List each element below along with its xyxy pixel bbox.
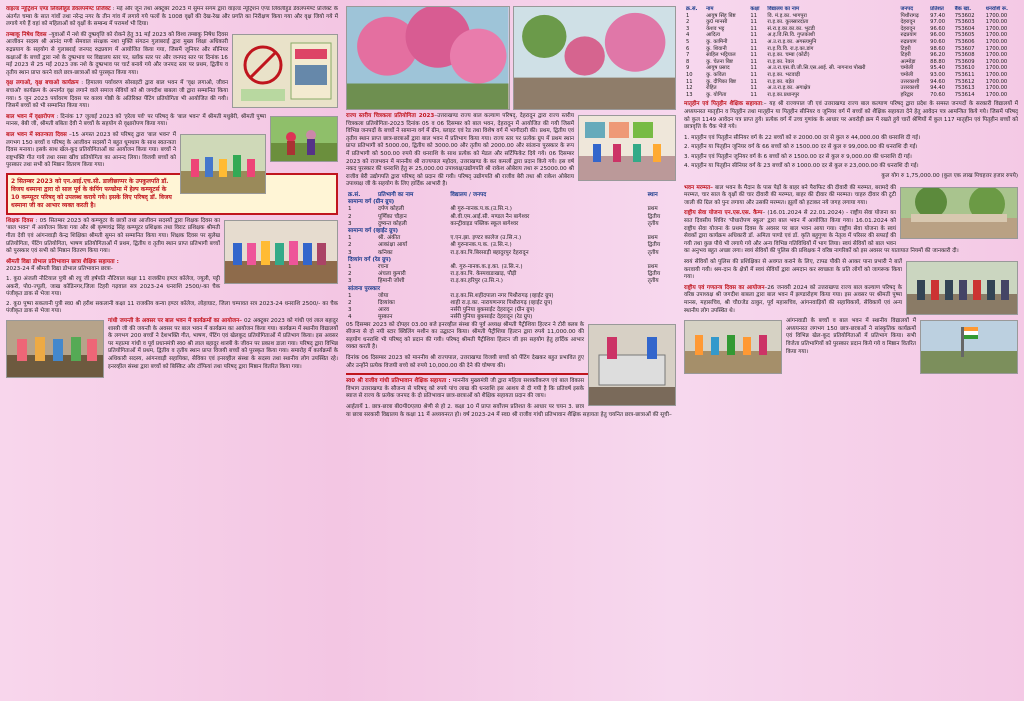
table-row (684, 72, 1018, 79)
cell-name: आरव (378, 307, 390, 314)
cell-school: रा.इ.का.सि.शहीदपाला नगर पिथौरागढ़ (व्हाईट ग्रुप) (450, 292, 554, 299)
cell-amt: 1700.00 (985, 19, 1008, 26)
cell-name: साहिल भट्टियाल (706, 52, 736, 59)
cell-school: वि. मं.इ.का. भागपुरा (767, 12, 807, 19)
cell-amt: 1700.00 (985, 91, 1008, 98)
art-competition-title: राज्य स्तरीय चित्रकला प्रतियोगिता 2023 (346, 113, 435, 119)
cell-pct: 96.60 (930, 25, 946, 32)
cell-sn: 9 (686, 65, 690, 72)
republic-day-photo-1 (684, 320, 782, 374)
cell-pct: 90.60 (930, 38, 946, 45)
teachers-day-title: शिक्षक दिवस (6, 217, 34, 224)
cell-name: आदित्य (706, 32, 721, 39)
cell-place (646, 314, 676, 321)
cell-pct: 94.40 (930, 85, 946, 92)
table-row (684, 79, 1018, 86)
list-item: 4. मातृहीन या पितृहीन सीनियर वर्ग के 23 बच्चों को रु 1000.00 दर से कुल रु 23,000.00 की धनराशि दी गई। (684, 163, 919, 170)
cell-sn: 7 (686, 52, 690, 59)
col-header-district: जनपद (900, 6, 913, 12)
cell-place: तृतीय (647, 278, 659, 285)
cell-sn: 13 (686, 91, 693, 98)
cell-school: कान्ट्रीवाइड पब्लिक स्कूल बागेश्वर (450, 220, 519, 227)
cell-school: रा.इ.वि.वि. रा.इ.का.डांग (767, 45, 814, 52)
cell-district: रुद्रप्रयाग (900, 38, 917, 45)
table-row (684, 92, 1018, 99)
winners-group-title: दिव्यांग वर्ग (रेड ग्रुप) (348, 256, 392, 263)
cell-cls: 11 (750, 91, 758, 98)
wild-nutrition-title: वाइल्ड न्यूट्रिशन एण्ड लिवलीहुड डेवलपमेण्ट प्रोजेक्ट (6, 6, 111, 12)
cell-district: टिहरी (900, 45, 911, 52)
students-body (684, 13, 1018, 99)
cell-sn: 4 (686, 32, 690, 39)
cell-cls: 11 (750, 12, 758, 19)
tobacco-poster-photo (232, 34, 338, 108)
independence-day-text: –15 अगस्त 2023 को परिषद् द्वारा 'बाल भवन' में लगभग 150 बच्चों व परिषद् के आजीवन सदस्यों ने बहुत धूमधाम के साथ स्वतन्त्रता दिवस मनाया। इसके साथ खेल-कूद प्रतियोगिताओं का आयोजन किया गया। बच्चों ने राष्ट्रभक्ति गीत गाये तथा रस्सा खींच प्रतियोगिता का आनन्द लिया। विजयी बच्चों को पुरस्कार तथा सभी को मिष्ठान वितरण किया गया। (6, 131, 177, 169)
cell-district: टिहरी (900, 52, 911, 59)
table-row (346, 206, 676, 213)
cell-place: द्वितीय (647, 213, 661, 220)
cell-amt: 1700.00 (985, 52, 1008, 59)
table-row (346, 242, 676, 249)
table-row (346, 314, 676, 321)
cell-name: श्री. अंकीत (378, 235, 401, 242)
cell-sn: 1 (348, 235, 352, 242)
art-competition-text: –उत्तराखण्ड राज्य बाल कल्याण परिषद्, देहरादून द्वारा राज्य स्तरीय चित्रकला प्रतियोगिता-2023 दिनांक 05 व 06 दिसम्बर को बाल भवन, देहरादून में आयोजित की गयी जिसमें विभिन्न जनपदों के बच्चों ने सामान्य वर्ग में ग्रीन, ब्लाइट एवं रेड तथा विशेष वर्ग में भागीदारी की। प्रथम, द्वितीय एवं तृतीय स्थान प्राप्त छात्र-छात्राओं द्वारा बाल भवन में प्रतिभाग किया गया। राज्य स्तर पर प्रत्येक ग्रुप में प्रथम स्थान प्राप्त प्रतिभागी को 5000.00, द्वितीय को 3000.00 और तृतीय को 2000.00 और सांत्वना पुरस्कार के रूप में प्रतिभागी को 500.00 रुपये की धनराशि के साथ प्रत्येक को मेडल और सर्टिफिकेट दिये गये। 06 दिसम्बर 2023 को राजभवन में माननीय श्री राज्यपाल महोदय, उत्तराखण्ड के कर कमलों द्वारा प्रदान किये गये। इस वर्ष नकद पुरस्कार की धनराशि हेतु रू 25,000.00 उपाध्यक्ष/उद्योगपति श्री राकेश ओबेराय तथा रू 25000.00 श्री राजीव बेरी उद्योगपति द्वारा परिषद् को प्रदान की गयी। परिषद् उद्योगपति श्री राजीव बेरी तथा श्री राकेश ओबेराय उपाध्यक्ष जी के सहयोग के लिए हार्दिक आभारी है। (346, 113, 574, 188)
cell-amt: 1700.00 (985, 58, 1008, 65)
winners-group-title: सामान्य वर्ग (ग्रीन ग्रुप) (348, 199, 395, 206)
left-column (6, 6, 338, 695)
cell-name: रचना (378, 263, 389, 270)
cell-district: उत्तरकाशी (900, 85, 920, 92)
cell-school: अ.इ.वि.सि.वि. गुप्तकाशी (767, 32, 815, 39)
cell-school: रा.इ.का. रेवल (767, 58, 794, 65)
cell-sn: 2 (348, 242, 352, 249)
cell-amt: 1700.00 (985, 12, 1008, 19)
table-row (684, 26, 1018, 33)
table-row (346, 293, 676, 300)
cell-cls: 11 (750, 19, 758, 26)
merit-total: कुल योग रु 1,75,000.00 (कुल एक लाख पिचहत्तर हजार रुपये) (881, 173, 1018, 180)
cell-amt: 1700.00 (985, 78, 1008, 85)
cell-sn: 6 (686, 45, 690, 52)
teachers-day-text: : 05 सितम्बर 2023 को कम्प्यूटर के छात्रों तथा आजीवन सदस्यों द्वारा शिक्षक दिवस का 'बाल भवन' में आयोजन किया गया और श्री कृष्णचंद्र सिंह कम्प्यूटर प्रशिक्षक तथा विराट प्रशिक्षक श्रीमती गीता देवी एवं आंगनवाड़ी केन्द्र शिक्षिका श्रीमती सुमन को सम्मानित किया गया। शिक्षक दिवस पर सुलेख प्रतियोगिता, पेंटिंग प्रतियोगिता, भाषण प्रतियोगिताओं में प्रथम, द्वितीय व तृतीय स्थान प्राप्त प्रतिभागी बच्चों को पुरस्कार एवं सभी को मिष्ठान वितरण किया गया। (6, 217, 220, 255)
cell-district: रुद्रप्रयाग (900, 32, 917, 39)
merit-list (684, 135, 1018, 171)
cell-name: कु. चेतना बिष्ट (706, 58, 733, 65)
cell-pct: 94.60 (930, 78, 946, 85)
cell-bank: 753604 (954, 25, 975, 32)
independence-day-photo (180, 134, 266, 194)
cell-sn: 1 (348, 292, 352, 299)
cell-cls: 11 (750, 45, 758, 52)
cell-pct: 70.60 (930, 91, 946, 98)
cell-school: सं.रा.इ.का.का.का. भुटडी (767, 25, 815, 32)
cell-cls: 11 (750, 78, 758, 85)
nss-text: – (16.01.2024 से 22.01.2024) - राष्ट्रीय सेवा योजना का सात दिवसीय शिविर 'पौधारोपण स्कूल' द्वारा बाल भवन में आयोजित किया गया। 16.01.2024 को राष्ट्रीय सेवा योजना के प्रथम दिवस के अवसर पर बाल भवन आया गया। राष्ट्रीय सेवा योजना के स्वयं सेवकों द्वारा कार्यक्रम अधिकारी डॉ. अमिता पाण्डे एवं डॉ. कृति बहुगुणा के नेतृत्व में परिसर की सफाई की गयी तथा कुछ पौधे भी लगाये गये और अन्य विभिन्न गतिविधियों में भाग लिया। स्वयं सेवियों को बाल भवन का अनुभव बहुत अच्छा लगा। स्वयं सेवियों की पुलिस की प्रशिक्षक ने वरिष्ठ नागरिकों को इस अवसर पर यातायात नियमों की जानकारी दी। (684, 210, 959, 255)
col-header-bank: बैंक खा. (954, 6, 972, 12)
cell-school: रा.इ.का.पि.बिरसाड़ी बहादुरपुर देहरादून (450, 249, 529, 256)
cell-sn: 12 (686, 85, 693, 92)
cell-place: तृतीय (647, 220, 659, 227)
cell-sn: 2 (348, 213, 352, 220)
col-header-sn: क्र.सं. (686, 6, 698, 12)
cell-place: तृतीय (647, 249, 659, 256)
cell-place: द्वितीय (647, 271, 661, 278)
cell-sn: 1 (348, 263, 352, 270)
cell-place (646, 293, 676, 300)
cell-sn: 3 (348, 220, 352, 227)
cell-bank: 753613 (954, 85, 975, 92)
cell-name: मुस्कान (378, 314, 393, 321)
table-row (346, 221, 676, 228)
cell-name: दुष्यन्त कोहली (378, 220, 407, 227)
governor-para: दिनांक 06 दिसम्बर 2023 को माननीय श्री राज्यपाल, उत्तराखण्ड विजयी बच्चों को पेंटिंग देखकर बहुत प्रभावित हुए और उन्होंने प्रत्येक विजयी बच्चे को रुपये 10,000.00 की देने की घोषणा की। (346, 354, 584, 369)
cell-sn: 1 (686, 12, 690, 19)
nss-camp-photo (906, 261, 1018, 315)
cell-amt: 1700.00 (985, 38, 1008, 45)
garden-photo (513, 6, 677, 110)
col-header-school: विद्यालय का नाम (767, 6, 800, 12)
cell-name: अंचला कुमारी (378, 271, 406, 278)
rajiv-gandhi-title: स्व0 श्री राजीव गांधी प्रतिभावान शैक्षिक सहायता : (346, 378, 451, 385)
col-header-school: विद्यालय / जनपद (450, 191, 487, 198)
cell-bank: 753614 (954, 91, 975, 98)
cell-name: कु. कामिनी (706, 38, 728, 45)
cell-pct: 98.60 (930, 45, 946, 52)
cell-name: कु0 मानसी (706, 19, 728, 26)
cell-sn: 11 (686, 78, 693, 85)
teachers-day-photo (224, 220, 338, 284)
cell-district: चमोली (900, 65, 914, 72)
table-row (684, 13, 1018, 20)
building-repair-photo (900, 187, 1018, 239)
winners-body (346, 199, 676, 321)
cell-school: रा.इ.का. भटवाड़ी (767, 71, 800, 78)
quilling-machine-photo (588, 324, 676, 406)
winners-group-title: सामान्य वर्ग (व्हाईट ग्रुप) (348, 227, 399, 234)
cell-name: आकांक्षा आर्या (378, 242, 408, 249)
cell-amt: 1700.00 (985, 45, 1008, 52)
cell-place: प्रथम (647, 235, 658, 242)
gandhi-jayanti-title: गांधी जयन्ती के अवसर पर बाल भवन में कार्यक्रमों का आयोजन– (108, 318, 242, 324)
cell-name: दिव्यांका (378, 299, 395, 306)
cell-place (646, 300, 676, 307)
table-row (684, 52, 1018, 59)
cell-pct: 88.80 (930, 58, 946, 65)
computer-donation-notice: 2 सितम्बर 2023 को एन.आई.एच.सी. डालीछाप्पर के उपकुलपति डॉ. विजय धस्माना द्वारा दो साल पूर्व के कंपिंग फण्डोमा में हेल्प कम्प्यूटर्स के 10 कम्प्यूटर परिषद् को उपलब्ध कराये गये। इसके लिए परिषद् डॉ. विजय धस्माना जी का आभार व्यक्त करती है। (6, 173, 338, 215)
cell-district: हरिद्वार (900, 91, 914, 98)
list-item: 2. मातृहीन या पितृहीन जूनियर वर्ग के 66 बच्चों को रु 1500.00 दर से कुल रु 99,000.00 की धनराशि दी गई। (684, 144, 918, 151)
cell-cls: 11 (750, 65, 758, 72)
cell-bank: 753611 (954, 71, 975, 78)
rotary-para: 05 दिसम्बर 2023 को दोपहर 03.00 बजे इनरव्हील संस्था की पूर्व अध्यक्ष श्रीमती पैट्रीशिया हिल्टन ने टोरी क्लब के सीजन्य से दो नयी स्टार क्विलिंग मशीन का उद्घाटन किया। श्रीमती पैट्रीशिया हिल्टन द्वारा रुपये 11,000.00 की सहयोग धनराशि भी परिषद् को प्रदान की गयी। परिषद् श्रीमती पैट्रीशिया हिल्टन जी इस सहयोग हेतु हार्दिक आभार व्यक्त करती है। (346, 321, 584, 351)
cell-name: आयुष प्रसाद (706, 65, 730, 72)
cell-bank: 753608 (954, 52, 975, 59)
middle-column (346, 6, 676, 695)
cell-name: पूर्णिका चौहान (378, 213, 407, 220)
table-row (346, 278, 676, 285)
plantation-text: : दिनांक 17 जुलाई 2023 को 'हरेला पर्व' पर परिषद् के 'बाल भवन' में श्रीमती मधुबेरी, श्रीमती पुष्पा मानस, बेबी जी, श्रीमती बबिता देवी ने बच्चों के सहयोग से वृक्षारोपण किया गया। (6, 113, 266, 128)
republic-day-text: –26 जनवरी 2024 को उत्तराखण्ड राज्य बाल कल्याण परिषद् के वरिष्ठ उपाध्यक्ष श्री जगदीश बाबला द्वारा बाल भवन में झण्डारोहण किया गया। इस अवसर पर श्रीमती पुष्पा मानस, महासचिव, श्री चौ0जेड ठाकुर, पूर्व महासचिव, आंगनवाड़ियों की सहायिकायें, सेविकायें एवं अन्य स्थानीय लोग उपस्थित थे। (684, 284, 902, 314)
cell-pct: 97.40 (930, 12, 946, 19)
cell-name: दर्पण कोहली (378, 206, 404, 213)
cell-name: हिमानी जोशी (378, 278, 405, 285)
plantation-photo (270, 116, 338, 162)
table-row (684, 85, 1018, 92)
tobacco-day-text: –युवाओं में नशे की दुष्प्रवृत्ति को रोकने हेतु 31 मई 2023 को विश्व तम्बाकू निषेध दिवस आजीवन सदस्य श्री आनंद मणी सेमवाल संरक्षक नशा मुक्ति संगठन गुलाबराई द्वारा मुख्य शिक्षा अधिकारी रुद्रप्रयाग के सहयोग से गुलाबराई जनपद रुद्रप्रयाग में आयोजित किया गया, जिसमें जूनियर और सीनियर कक्षाओं के बच्चों द्वारा नशे के दुष्प्रभाव पर विद्यालय स्तर पर, ब्लॉक स्तर पर और जनपद स्तर पर दिनांक 16 मई 2023 से 25 मई 2023 तक नशे के दुष्प्रभाव पर चार्ट बनाये गये और जनपद स्तर पर प्रथम, द्वितीय व तृतीय स्थान प्राप्त करने वाले छात्र-छात्राओं को पुरस्कृत किया गया। (6, 31, 228, 76)
vidya-dobhal-item: 2. कु0 पुष्पा सकलानी पुत्री स्व0 श्री हरीश सकलानी कक्षा 11 राजकीय कन्या इण्टर कॉलेज, लोहाघाट, जिला चम्पावत सत्र 2023-24 धनराशि 2500/- का चैक पंजीकृत डाक से भेजा गया। (6, 300, 338, 315)
cell-cls: 11 (750, 85, 758, 92)
cell-sn: 2 (348, 271, 352, 278)
cell-amt: 1700.00 (985, 85, 1008, 92)
cell-district: उत्तरकाशी (900, 78, 920, 85)
table-row (346, 250, 676, 257)
cell-amt: 1700.00 (985, 65, 1008, 72)
cell-sn: 3 (686, 25, 690, 32)
cell-sn: 2 (686, 19, 690, 26)
vidya-dobhal-title: श्रीमती विद्या डोभाल प्रतिभावान छात्रा शैक्षिक सहायता : (6, 258, 119, 265)
flower-photos (346, 6, 676, 110)
col-header-name: नाम (706, 6, 714, 12)
cell-place: प्रथम (647, 206, 658, 213)
cell-bank: 753602 (954, 12, 975, 19)
nss-title: राष्ट्रीय सेवा योजना एन.एस.एस. कैम्प (684, 210, 763, 217)
cell-sn: 4 (348, 314, 352, 321)
rajiv-gandhi-text: माननीय मुख्यमंत्री जी द्वारा महिला सशक्तीकरण एवं बाल विकास विभाग उत्तराखण्ड के सौजन्य से परिषद् को रुपये पांच लाख की धनराशि इस आशय से दी गयी है कि प्रतिवर्ष इसके ब्याज से राज्य के प्रत्येक जनपद के दो प्रतिभावान छात्र-छात्राओं को शैक्षिक सहायता प्रदान की जाय। (346, 378, 585, 400)
cell-school: अ.उ.रा.इ.का. अगाक्षेत्र (767, 85, 811, 92)
cell-name: जोया (378, 292, 389, 299)
gandhi-jayanti-photo (6, 320, 104, 378)
cell-school: श्री गुरु-नानक.प.क.(उ.सि.न.) (450, 206, 512, 213)
cell-pct: 97.00 (930, 19, 946, 26)
republic-day-photo-2 (920, 320, 1018, 374)
table-row (684, 32, 1018, 39)
cell-name: आयुष सिंह बिष्ट (706, 12, 736, 19)
cell-pct: 93.00 (930, 71, 946, 78)
cell-amt: 1700.00 (985, 32, 1008, 39)
cell-bank: 753609 (954, 58, 975, 65)
cell-bank: 753603 (954, 19, 975, 26)
scholarship-table (684, 6, 1018, 98)
nss-para-2: स्वयं सेवियों को पुलिस की प्रशिक्षिका से अवगत कराने के लिए, टाफ्ड पौकी से आकर पाना प्रभारी ने बातें करवायी गयी। श्रम-दान के क्षेत्रों में स्वयं सेवियों द्वारा अमदान कर स्वच्छता के प्रति लोगों को जागरूक किया गया। (684, 259, 902, 281)
cell-name: कनिका (378, 249, 393, 256)
cell-school: अ.उ.रा.एस.वी.जी.सि.एस.आई. सी. नागनाथ पोखरी (767, 65, 866, 72)
cell-school: रा.इ.का.प्रधानपुर (767, 91, 800, 98)
cell-cls: 11 (750, 58, 758, 65)
cell-sn: 2 (348, 299, 352, 306)
wild-nutrition-para (6, 6, 338, 29)
cell-name: कु. योगिता (706, 91, 727, 98)
art-competition-photo (578, 115, 676, 181)
cell-pct: 95.40 (930, 65, 946, 72)
building-repair-title: भवन मरम्मत– (684, 184, 713, 191)
cell-school: नर्सरी पुनिया बुकसाईट देहरादून (ग्रीन ग्रुप) (450, 307, 535, 314)
table-row (684, 19, 1018, 26)
merit-text: :– यह श्री राज्यपाल जी एवं उत्तराखण्ड राज्य बाल कल्याण परिषद् द्वारा प्रदेश के समस्त जनपदों के सरकारी विद्यालयों में अध्ययनरत मातृहीन व पितृहीन तथा मातृहीन या पितृहीन सीनियर व जूनियर वर्ग में बच्चों को शैक्षिक सहायता देने हेतु आवेदन पत्र आमन्त्रित किये गये। जिसमें परिषद् को कुल 1149 आवेदन पत्र प्राप्त हुये। प्रत्येक वर्ग में उच्च गुणांक के आधार पर अवरोही क्रम में रखते हुये चारों श्रेणियों में कुल 117 मातृहीन एवं पितृहीन बच्चों को छात्रवृत्ति के चैक भेजे गये। (684, 101, 1018, 131)
independence-day-title: बाल भवन में स्वतन्त्रता दिवस (6, 131, 67, 138)
col-header-amt: धनराशि रू. (985, 6, 1008, 12)
cell-district: देहरादून (900, 19, 916, 26)
cell-cls: 11 (750, 32, 758, 39)
table-row (684, 39, 1018, 46)
final-para: आंगनवाडी के बच्चों व बाल भवन में स्थानीय विद्यालयों में अध्ययनरत लगभग 150 छात्र-छात्राओं ने सांस्कृतिक कार्यक्रमों एवं विभिन्न खेल-कूद प्रतियोगिताओं में प्रतिभाग किया। सभी विजेता प्रतिभागियों को पुरस्कार प्रदान किये गये व मिष्ठान वितरित किया गया। (786, 318, 916, 355)
cell-sn: 5 (686, 38, 690, 45)
cell-district: देहरादून (900, 25, 916, 32)
cell-place: द्वितीय (647, 242, 661, 249)
cell-pct: 96.20 (930, 52, 946, 59)
merit-title: मातृहीन एवं पितृहीन शैक्षिक सहायता (684, 101, 762, 108)
table-row (684, 65, 1018, 72)
table-row (346, 214, 676, 221)
cell-school: श्री गुरुनानक.प.क. (उ.सि.न.) (450, 242, 512, 249)
cell-school: अ.उ.रा.इ.का. अगस्त्यमुनि (767, 38, 817, 45)
cell-sn: 8 (686, 58, 690, 65)
gandhi-jayanti-text: 02 अक्टूबर 2023 को गांधी एवं लाल बहादुर शास्त्री जी की जयन्ती के अवसर पर बाल भवन में कार्यक्रम का आयोजन किया गया। कार्यक्रम में स्थानीय विद्यालयों के लगभग 200 बच्चों ने देशभक्ति गीत, भाषण, पेंटिंग एवं खेलकूद प्रतियोगिताओं में प्रतिभाग किया। इस अवसर पर महात्मा गांधी व पूर्व प्रधानमंत्री स्व0 श्री लाल बहादुर शास्त्री के जीवन पर प्रकाश डाला गया। परिषद् द्वारा विभिन्न प्रतियोगिताओं में प्रथम, द्वितीय व तृतीय स्थान प्राप्त विजयी बच्चों को पुरस्कृत किया गया। समारोह में कार्यक्रमों के अधिकारी सदस्य, आंगनवाड़ी सहायिका, सेविका एवं इनरव्हील संस्था के सदस्य तथा स्थानीय लोग उपस्थित रहे। इनरव्हील संस्था द्वारा बच्चों को बिस्किट और टॉफियां तथा परिषद् द्वारा मिष्ठान वितरित किया गया। (108, 318, 338, 370)
cell-pct: 96.00 (930, 32, 946, 39)
cell-bank: 753606 (954, 38, 975, 45)
cell-school: श्री. गुरु-नानक.क.इ.का. (उ.सि.न.) (450, 263, 523, 270)
cell-sn: 3 (348, 249, 352, 256)
winners-group-title: सांत्वना पुरस्कार (348, 285, 380, 292)
merit-para (684, 101, 1018, 131)
col-header-pct: प्रतिशत (930, 6, 944, 12)
cell-school: शाही रा.इ.का. नारायणनगर पिथौरागढ़ (व्हाईट ग्रुप) (450, 299, 553, 306)
cell-school: रा.इ.का. कुलसारदाता (767, 19, 809, 26)
cell-place (646, 307, 676, 314)
cell-name: रोहित (706, 85, 717, 92)
cell-sn: 3 (348, 307, 352, 314)
cell-bank: 753605 (954, 32, 975, 39)
cell-school: रा.इ.का. चम्बा (कोटी) (767, 52, 810, 59)
col-header-place: स्थान (647, 191, 658, 198)
vidya-dobhal-intro: 2023-24 में श्रीमती विद्या डोभाल प्रतिभावान छात्रा- (6, 266, 113, 273)
col-header-class: कक्षा (750, 6, 760, 12)
col-header-name: प्रतिभागी का नाम (378, 191, 414, 198)
cell-place: प्रथम (647, 263, 658, 270)
cell-school: ए.एन.झा. इण्टर कालेज (उ.सि.न.) (450, 235, 522, 242)
building-repair-text: बाल भवन के मैदान के पास पेड़ों के बाहर बने पैराफिट की दीवारी की मरम्मत, बरामदे की मरम्मत, चार साल के वृक्षों की चार दीवारी की मरम्मत, बाहर की दीवार की मरम्मत। चाहरु दीवार की टूटी जाली की ग्रिल को पुनः लगाया और उसकी मरम्मत। झूलों को हटाकर नये जगह लगाया गया। (684, 184, 897, 206)
cell-school: रा.इ.का.पि. केस्पवाडाखाड़, पौड़ी (450, 271, 517, 278)
cell-bank: 753610 (954, 65, 975, 72)
vidya-dobhal-item: 1. कु0 अंजली नौटियाल पुत्री श्री रघु जी हर्षपति नौटियाल कक्षा 11 राजकीय इण्टर कॉलेज, ज्यूली, पट्टी अकरी, पो0-ज्यूली, जाख कोडिनगर,जिला टिहरी गढ़वाल सत्र 2023-24 धनराशि 2500/-का चैक पंजीकृत डाक से भेजा गया। (6, 276, 220, 298)
cell-bank: 753612 (954, 78, 975, 85)
tree-program-text: : हिमालय पर्यावरण सोसाइटी द्वारा बाल भवन में 'वृक्ष लगाओ, जीवन बचाओ' कार्यक्रम के अन्तर्गत वृक्ष लगाने वाले समाज सेवियों को श्री जगदीश बाबला जी द्वारा सम्मानित किया गया। 5 जून 2023 पर्यावरण दिवस पर काव्य गोष्ठी के अतिरिक्त पेंटिंग प्रतियोगिता भी आयोजित की गयी। जिसमें बच्चों को भी सम्मानित किया गया। (6, 80, 228, 110)
cell-cls: 11 (750, 71, 758, 78)
tobacco-day-title: तम्बाकू निषेध दिवस (6, 31, 47, 38)
cell-cls: 11 (750, 25, 758, 32)
cell-cls: 11 (750, 38, 758, 45)
rajiv-gandhi-eligibility: आर्हतायें 1. छात्र-छात्रा बी0पी0एल0 श्रेणी से हो 2. कक्षा 10 में प्राप्त सर्वोत्तम प्रतिशत के आधार पर चयन 3. छात्र या छात्रा सरकारी विद्यालय के कक्षा 11 में अध्ययनरत हो। वर्ष 2023-24 में स्व0 श्री राजीव गांधी प्रतिभावान शैक्षिक सहायता हेतु चयनित छात्र-छात्राओं की सूची– (346, 403, 672, 418)
cell-amt: 1700.00 (985, 25, 1008, 32)
cell-school: रा.इ.का. बड़ेत (767, 78, 795, 85)
cell-sn: 3 (348, 278, 352, 285)
cell-name: कु. दीपिका बिष्ट (706, 78, 737, 85)
cell-amt: 1700.00 (985, 71, 1008, 78)
bougainvillea-photo (346, 6, 510, 110)
plantation-title: बाल भवन में वृक्षारोपण (6, 113, 55, 120)
wild-nutrition-text: : मई और जून तथा अक्टूबर 2023 में सुमन संगम द्वारा वाइल्ड न्यूट्रिशन एण्ड लिवलीहुड डेवलपमेण्ट प्रोजेक्ट के अंतर्गत चम्बा के सात गांवों तथा नरेन्द्र नगर के तीन गांव में लगाये गये फलों के 1008 वृक्षों की देख-रेख और प्रगति का निरीक्षण किया गया और वृक्ष जियो गये में लगाये गये हैं वहां को महिलाओं को वृक्षों के सम्बन्ध में परामर्श भी दिया। (6, 6, 338, 28)
winners-table (346, 192, 676, 322)
col-header-sn: क्र.सं. (348, 191, 361, 198)
list-item: 3. मातृहीन एवं पितृहीन जूनियर वर्ग के 6 बच्चों को रु 1500.00 दर से कुल रु 9,000.00 की धनराशि दी गई। (684, 153, 912, 160)
cell-district: अल्मोड़ा (900, 58, 916, 65)
cell-school: नर्सरी पुनिया बुकसाईट देहरादून (रेड ग्रुप) (450, 314, 533, 321)
cell-school: श्री.वी.एम.आई.सी. मण्डल नैन बागेश्वर (450, 213, 530, 220)
list-item: 1. मातृहीन एवं पितृहीन सीनियर वर्ग के 22 बच्चों को रु 2000.00 दर से कुल रु 44,000.00 की धनराशि दी गई। (684, 134, 921, 141)
tree-program-title: वृक्ष लगाओ, वृक्ष बचाओ कार्यक्रम (6, 80, 79, 87)
cell-name: कु. कविता (706, 71, 726, 78)
cell-cls: 11 (750, 52, 758, 59)
cell-sn: 10 (686, 71, 693, 78)
cell-school: रा.इ.का.हरिपुर (उ.सि.न.) (450, 278, 503, 285)
cell-sn: 1 (348, 206, 352, 213)
cell-district: पिथौरागढ़ (900, 12, 919, 19)
republic-day-title: राष्ट्रीय एवं गणतन्त्र दिवस का आयोजन (684, 284, 765, 291)
right-column (684, 6, 1018, 695)
cell-bank: 753607 (954, 45, 975, 52)
cell-district: चमोली (900, 71, 914, 78)
cell-name: कु. शिवानी (706, 45, 727, 52)
cell-name: केशव भट्ट (706, 25, 725, 32)
